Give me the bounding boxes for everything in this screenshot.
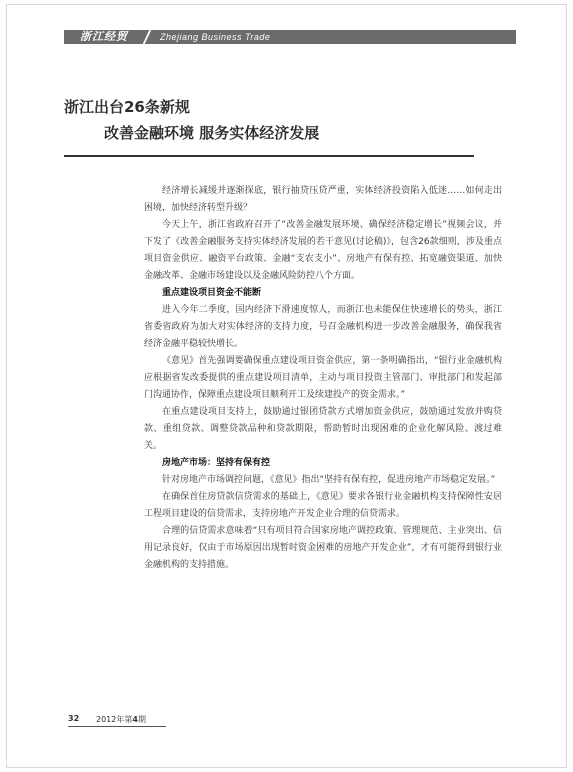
paragraph: 在重点建设项目支持上，鼓励通过银团贷款方式增加资金供应，鼓励通过发放并购贷款、重组贷款、调整贷款品种和贷款期限，帮助暂时出现困难的企业化解风险、渡过难关。 <box>144 407 502 451</box>
issue-prefix: 2012年第 <box>96 715 133 724</box>
page-number: 32 <box>68 714 80 723</box>
magazine-logo: 浙江经贸 <box>80 30 128 43</box>
magazine-english-name: Zhejiang Business Trade <box>160 32 271 42</box>
paragraph: 今天上午，浙江省政府召开了“改善金融发展环境、确保经济稳定增长”视频会议，并下发了《改善金融服务支持实体经济发展的若干意见(讨论稿)》，包含26款细则，涉及重点项目资金供应、融资平台政策、金融“支农支小”、房地产有保有控、拓宽融资渠道、加快金融改革、金融市场建设以及金融风险防控八个方面。 <box>144 220 502 281</box>
article-title-line2: 改善金融环境 服务实体经济发展 <box>104 124 320 142</box>
section-subheading: 重点建设项目资金不能断 <box>162 288 262 298</box>
article-body <box>144 183 502 574</box>
paragraph: 针对房地产市场调控问题，《意见》指出“坚持有保有控，促进房地产市场稳定发展。” <box>162 475 496 485</box>
paragraph: 合理的信贷需求意味着“只有项目符合国家房地产调控政策、管理规范、主业突出、信用记录良好，仅由于市场原因出现暂时资金困难的房地产开发企业”，才有可能得到银行业金融机构的支持措施。 <box>144 526 502 570</box>
article-title-line1: 浙江出台26条新规 <box>64 98 190 116</box>
issue-number: 4 <box>132 715 138 724</box>
issue-label <box>96 714 146 725</box>
issue-suffix: 期 <box>137 715 146 724</box>
paragraph-intro: 经济增长减缓并逐渐探底，银行抽贷压贷严重，实体经济投资陷入低迷……如何走出困境，加快经济转型升级？ <box>144 186 502 213</box>
magazine-header-band <box>64 30 516 44</box>
paragraph: 《意见》首先强调要确保重点建设项目资金供应，第一条明确指出，“银行业金融机构应根据省发改委提供的重点建设项目清单，主动与项目投资主管部门、审批部门和发起部门沟通协作，保障重点建设项目顺利开工及续建投产的资金需求。” <box>144 356 502 400</box>
title-rule <box>64 155 474 157</box>
header-divider-slash <box>142 28 152 46</box>
paragraph: 进入今年二季度，国内经济下滑速度惊人，而浙江也未能保住快速增长的势头，浙江省委省政府为加大对实体经济的支持力度，号召金融机构进一步改善金融服务，确保我省经济金融平稳较快增长。 <box>144 305 502 349</box>
footer-rule <box>68 726 166 727</box>
section-subheading: 房地产市场：坚持有保有控 <box>162 458 271 468</box>
paragraph: 在确保首住房贷款信贷需求的基础上，《意见》要求各银行业金融机构支持保障性安居工程项目建设的信贷需求，支持房地产开发企业合理的信贷需求。 <box>144 492 502 519</box>
